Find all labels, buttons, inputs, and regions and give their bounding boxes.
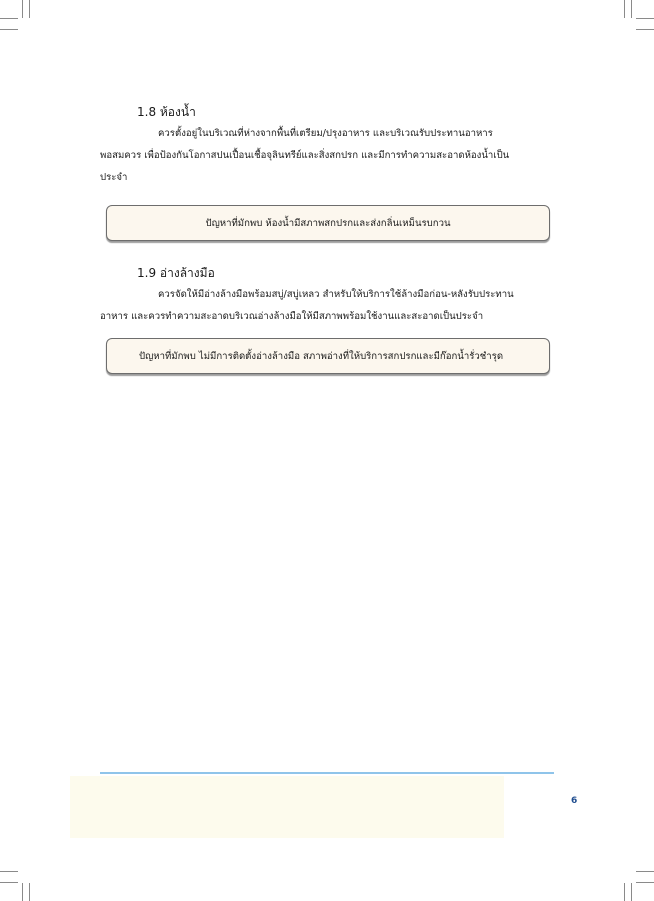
page-number: 6 [571,796,578,806]
crop-mark [636,882,654,883]
problem-callout-handwash [106,338,550,374]
paragraph-line: พอสมควร เพื่อป้องกันโอกาสปนเปื้อนเชื้อจุลินทรีย์และสิ่งสกปรก และมีการทำความสะอาดห้องน้ำเป็น [100,150,510,161]
crop-mark [0,18,18,19]
paragraph-line: อาหาร และควรทำความสะอาดบริเวณอ่างล้างมือให้มีสภาพพร้อมใช้งานและสะอาดเป็นประจำ [100,311,484,322]
paragraph-line: ควรตั้งอยู่ในบริเวณที่ห่างจากพื้นที่เตรียม/ปรุงอาหาร และบริเวณรับประทานอาหาร [158,128,493,139]
crop-mark [636,29,654,30]
crop-mark [0,29,18,30]
crop-mark [636,18,654,19]
section-paragraph-restroom [100,123,554,189]
crop-mark [631,0,632,18]
crop-mark [22,883,23,901]
crop-mark [631,883,632,901]
paragraph-line: ควรจัดให้มีอ่างล้างมือพร้อมสบู่/สบู่เหลว สำหรับให้บริการใช้ล้างมือก่อน-หลังรับประทาน [158,289,514,300]
crop-mark [29,0,30,18]
problem-text: ปัญหาที่มักพบ ไม่มีการติดตั้งอ่างล้างมือ สภาพอ่างที่ให้บริการสกปรกและมีก๊อกน้ำรั่วชำรุด [139,350,504,362]
problem-text: ปัญหาที่มักพบ ห้องน้ำมีสภาพสกปรกและส่งกลิ่นเหม็นรบกวน [205,217,451,229]
crop-mark [29,883,30,901]
problem-callout-restroom [106,205,550,241]
section-paragraph-handwash [100,284,554,328]
paragraph-line: ประจำ [100,172,128,183]
crop-mark [636,871,654,872]
crop-mark [0,871,18,872]
crop-mark [0,882,18,883]
section-heading-handwash: 1.9 อ่างล้างมือ [137,266,215,280]
footer-band [70,776,504,838]
footer-divider [100,772,554,774]
section-heading-restroom: 1.8 ห้องน้ำ [137,105,196,119]
crop-mark [22,0,23,18]
crop-mark [624,883,625,901]
crop-mark [624,0,625,18]
